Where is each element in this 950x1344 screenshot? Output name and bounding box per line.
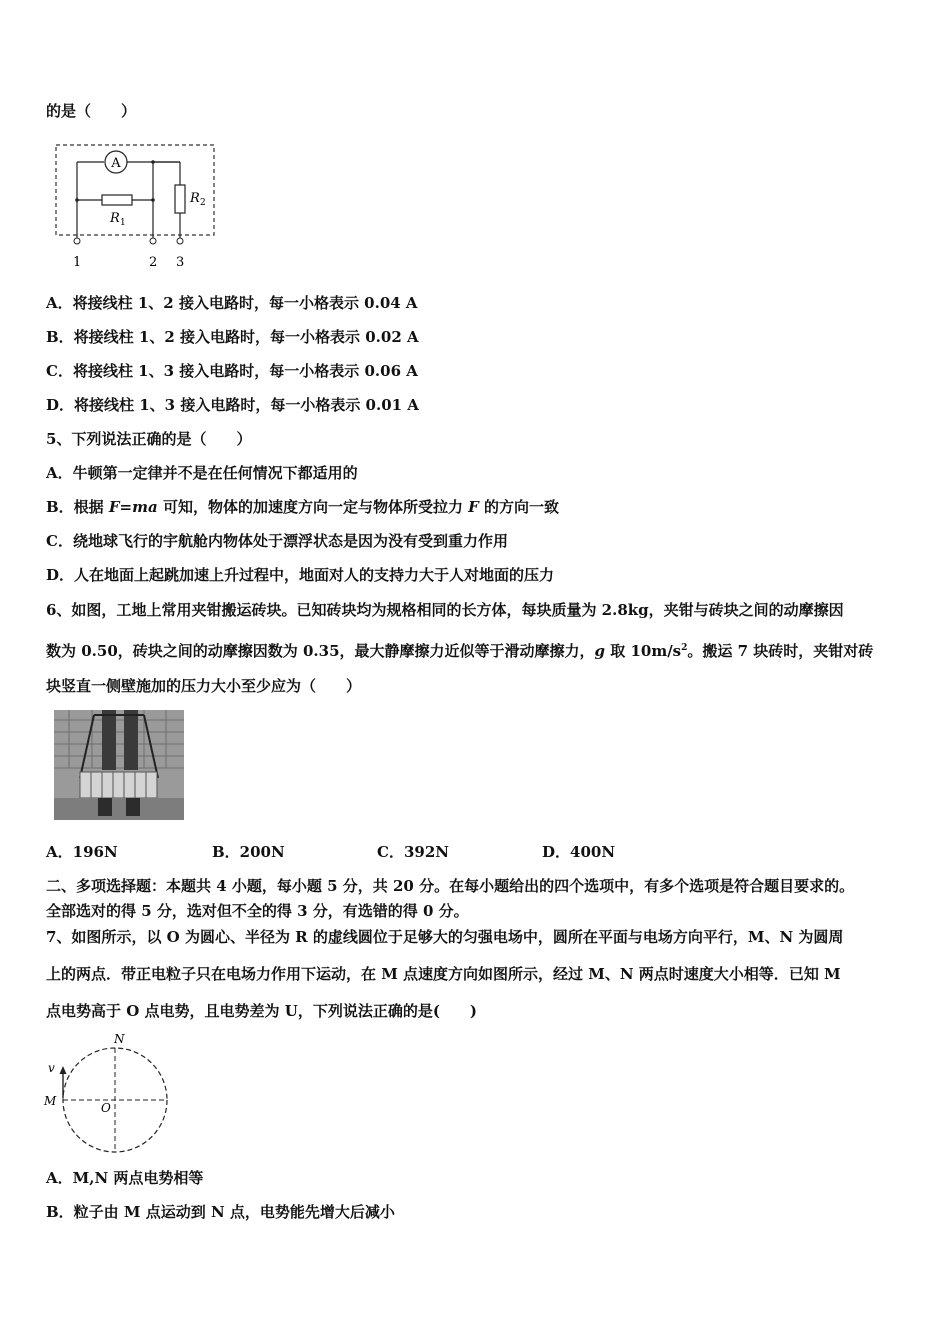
q5-option-a: A．牛顿第一定律并不是在任何情况下都适用的 — [46, 464, 358, 482]
q5-option-d: D．人在地面上起跳加速上升过程中，地面对人的支持力大于人对地面的压力 — [46, 566, 555, 584]
resistor-r2 — [175, 185, 185, 213]
terminal-3: 3 — [176, 255, 185, 270]
q7-stem-line2: 上的两点．带正电粒子只在电场力作用下运动，在 M 点速度方向如图所示，经过 M、N 两点时速度大小相等．已知 M — [46, 965, 841, 983]
r2-sub: 2 — [200, 198, 206, 208]
q4-stem-tail: 的是（ ） — [46, 102, 137, 120]
q4-option-b: B．将接线柱 1、2 接入电路时，每一小格表示 0.02 A — [46, 328, 419, 346]
terminal-2: 2 — [149, 255, 158, 270]
label-N: N — [114, 1032, 125, 1046]
q4-option-a: A．将接线柱 1、2 接入电路时，每一小格表示 0.04 A — [46, 294, 418, 312]
q6-stem-line1: 6、如图，工地上常用夹钳搬运砖块。已知砖块均为规格相同的长方体，每块质量为 2.8kg，夹钳与砖块之间的动摩擦因 — [46, 601, 844, 619]
section2-line2: 全部选对的得 5 分，选对但不全的得 3 分，有选错的得 0 分。 — [46, 902, 469, 920]
q7-option-a: A．M,N 两点电势相等 — [46, 1169, 204, 1187]
q6-stem-line3: 块竖直一侧壁施加的压力大小至少应为（ ） — [46, 677, 362, 695]
label-M: M — [44, 1094, 57, 1108]
q7-option-b: B．粒子由 M 点运动到 N 点，电势能先增大后减小 — [46, 1203, 395, 1221]
r1-sub: 1 — [120, 218, 126, 228]
label-v: v — [48, 1061, 55, 1075]
circle-field-diagram — [42, 1028, 177, 1158]
section2-line1: 二、多项选择题：本题共 4 小题，每小题 5 分，共 20 分。在每小题给出的四个选项中，有多个选项是符合题目要求的。 — [46, 877, 855, 895]
q6-option-c: C．392N — [377, 843, 449, 861]
q5-option-c: C．绕地球飞行的宇航舱内物体处于漂浮状态是因为没有受到重力作用 — [46, 532, 508, 550]
q4-option-d: D．将接线柱 1、3 接入电路时，每一小格表示 0.01 A — [46, 396, 419, 414]
ammeter-label: A — [111, 156, 121, 171]
resistor-r1 — [102, 195, 132, 205]
q5-option-b: B．根据 F=ma 可知，物体的加速度方向一定与物体所受拉力 F 的方向一致 — [46, 498, 560, 516]
q7-stem-line3: 点电势高于 O 点电势，且电势差为 U，下列说法正确的是( ) — [46, 1002, 478, 1020]
q5-stem: 5、下列说法正确的是（ ） — [46, 430, 252, 448]
q6-stem-line2: 数为 0.50，砖块之间的动摩擦因数为 0.35，最大静摩擦力近似等于滑动摩擦力，g 取 $10m/s^2$。搬运 7 块砖时，夹钳对砖 — [46, 642, 874, 660]
r2-label: R — [190, 191, 200, 206]
terminal-1: 1 — [73, 255, 82, 270]
q7-stem-line1: 7、如图所示，以 O 为圆心、半径为 R 的虚线圆位于足够大的匀强电场中，圆所在平面与电场方向平行，M、N 为圆周 — [46, 928, 844, 946]
label-O: O — [101, 1101, 111, 1115]
brick-clamp-photo — [54, 710, 184, 820]
r1-label: R — [110, 211, 120, 226]
q4-option-c: C．将接线柱 1、3 接入电路时，每一小格表示 0.06 A — [46, 362, 418, 380]
q6-option-b: B．200N — [212, 843, 285, 861]
q6-option-a: A．196N — [46, 843, 118, 861]
q6-option-d: D．400N — [542, 843, 616, 861]
circuit-diagram — [50, 140, 230, 275]
